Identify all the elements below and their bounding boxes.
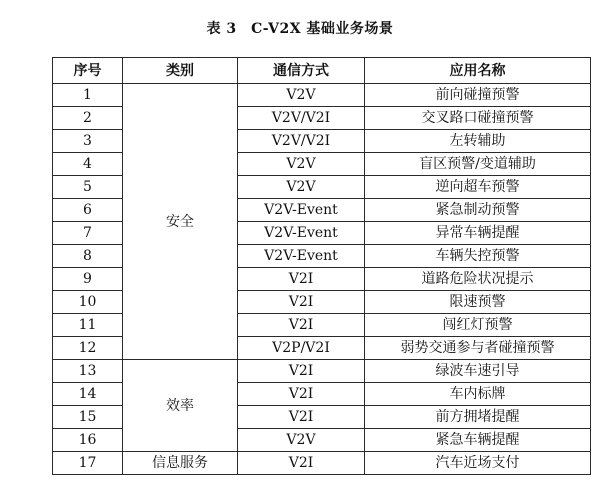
cell-category: 效率 xyxy=(123,360,238,452)
header-no: 序号 xyxy=(53,58,123,84)
header-row xyxy=(53,58,591,84)
cell-app: 紧急制动预警 xyxy=(365,199,591,222)
header-app: 应用名称 xyxy=(365,58,591,84)
cell-comm: V2V-Event xyxy=(238,245,365,268)
cell-no: 16 xyxy=(53,429,123,452)
cell-no: 11 xyxy=(53,314,123,337)
cell-comm: V2V xyxy=(238,429,365,452)
cell-comm: V2I xyxy=(238,360,365,383)
cell-comm: V2I xyxy=(238,452,365,475)
table-header xyxy=(53,58,591,84)
cell-no: 17 xyxy=(53,452,123,475)
cell-no: 5 xyxy=(53,176,123,199)
cell-app: 汽车近场支付 xyxy=(365,452,591,475)
cell-app: 前向碰撞预警 xyxy=(365,84,591,107)
cell-category: 信息服务 xyxy=(123,452,238,475)
cell-no: 1 xyxy=(53,84,123,107)
cell-no: 15 xyxy=(53,406,123,429)
cell-app: 车辆失控预警 xyxy=(365,245,591,268)
cell-comm: V2P/V2I xyxy=(238,337,365,360)
cell-comm: V2V xyxy=(238,84,365,107)
cell-comm: V2I xyxy=(238,406,365,429)
cell-app: 限速预警 xyxy=(365,291,591,314)
cell-no: 3 xyxy=(53,130,123,153)
cell-app: 盲区预警/变道辅助 xyxy=(365,153,591,176)
cell-no: 8 xyxy=(53,245,123,268)
table-row xyxy=(53,452,591,475)
cell-app: 紧急车辆提醒 xyxy=(365,429,591,452)
cell-comm: V2V-Event xyxy=(238,199,365,222)
cell-comm: V2I xyxy=(238,383,365,406)
table-row xyxy=(53,360,591,383)
cell-comm: V2I xyxy=(238,268,365,291)
cell-app: 车内标牌 xyxy=(365,383,591,406)
cell-app: 异常车辆提醒 xyxy=(365,222,591,245)
cell-comm: V2V/V2I xyxy=(238,107,365,130)
cell-comm: V2V/V2I xyxy=(238,130,365,153)
cell-app: 道路危险状况提示 xyxy=(365,268,591,291)
cell-app: 闯红灯预警 xyxy=(365,314,591,337)
cell-no: 6 xyxy=(53,199,123,222)
cell-no: 12 xyxy=(53,337,123,360)
header-comm: 通信方式 xyxy=(238,58,365,84)
header-category: 类别 xyxy=(123,58,238,84)
cell-comm: V2V xyxy=(238,153,365,176)
cell-app: 左转辅助 xyxy=(365,130,591,153)
cell-comm: V2I xyxy=(238,314,365,337)
cell-app: 逆向超车预警 xyxy=(365,176,591,199)
cell-app: 前方拥堵提醒 xyxy=(365,406,591,429)
cell-no: 9 xyxy=(53,268,123,291)
cell-no: 2 xyxy=(53,107,123,130)
cell-comm: V2V xyxy=(238,176,365,199)
table-body xyxy=(53,84,591,475)
cell-no: 14 xyxy=(53,383,123,406)
cell-no: 4 xyxy=(53,153,123,176)
cell-app: 弱势交通参与者碰撞预警 xyxy=(365,337,591,360)
cell-app: 交叉路口碰撞预警 xyxy=(365,107,591,130)
cell-no: 10 xyxy=(53,291,123,314)
table-row xyxy=(53,84,591,107)
cell-app: 绿波车速引导 xyxy=(365,360,591,383)
cell-category: 安全 xyxy=(123,84,238,360)
cell-comm: V2I xyxy=(238,291,365,314)
cell-comm: V2V-Event xyxy=(238,222,365,245)
table-caption: 表 3 C-V2X 基础业务场景 xyxy=(206,21,394,37)
cell-no: 7 xyxy=(53,222,123,245)
cell-no: 13 xyxy=(53,360,123,383)
scenario-table xyxy=(52,57,591,475)
